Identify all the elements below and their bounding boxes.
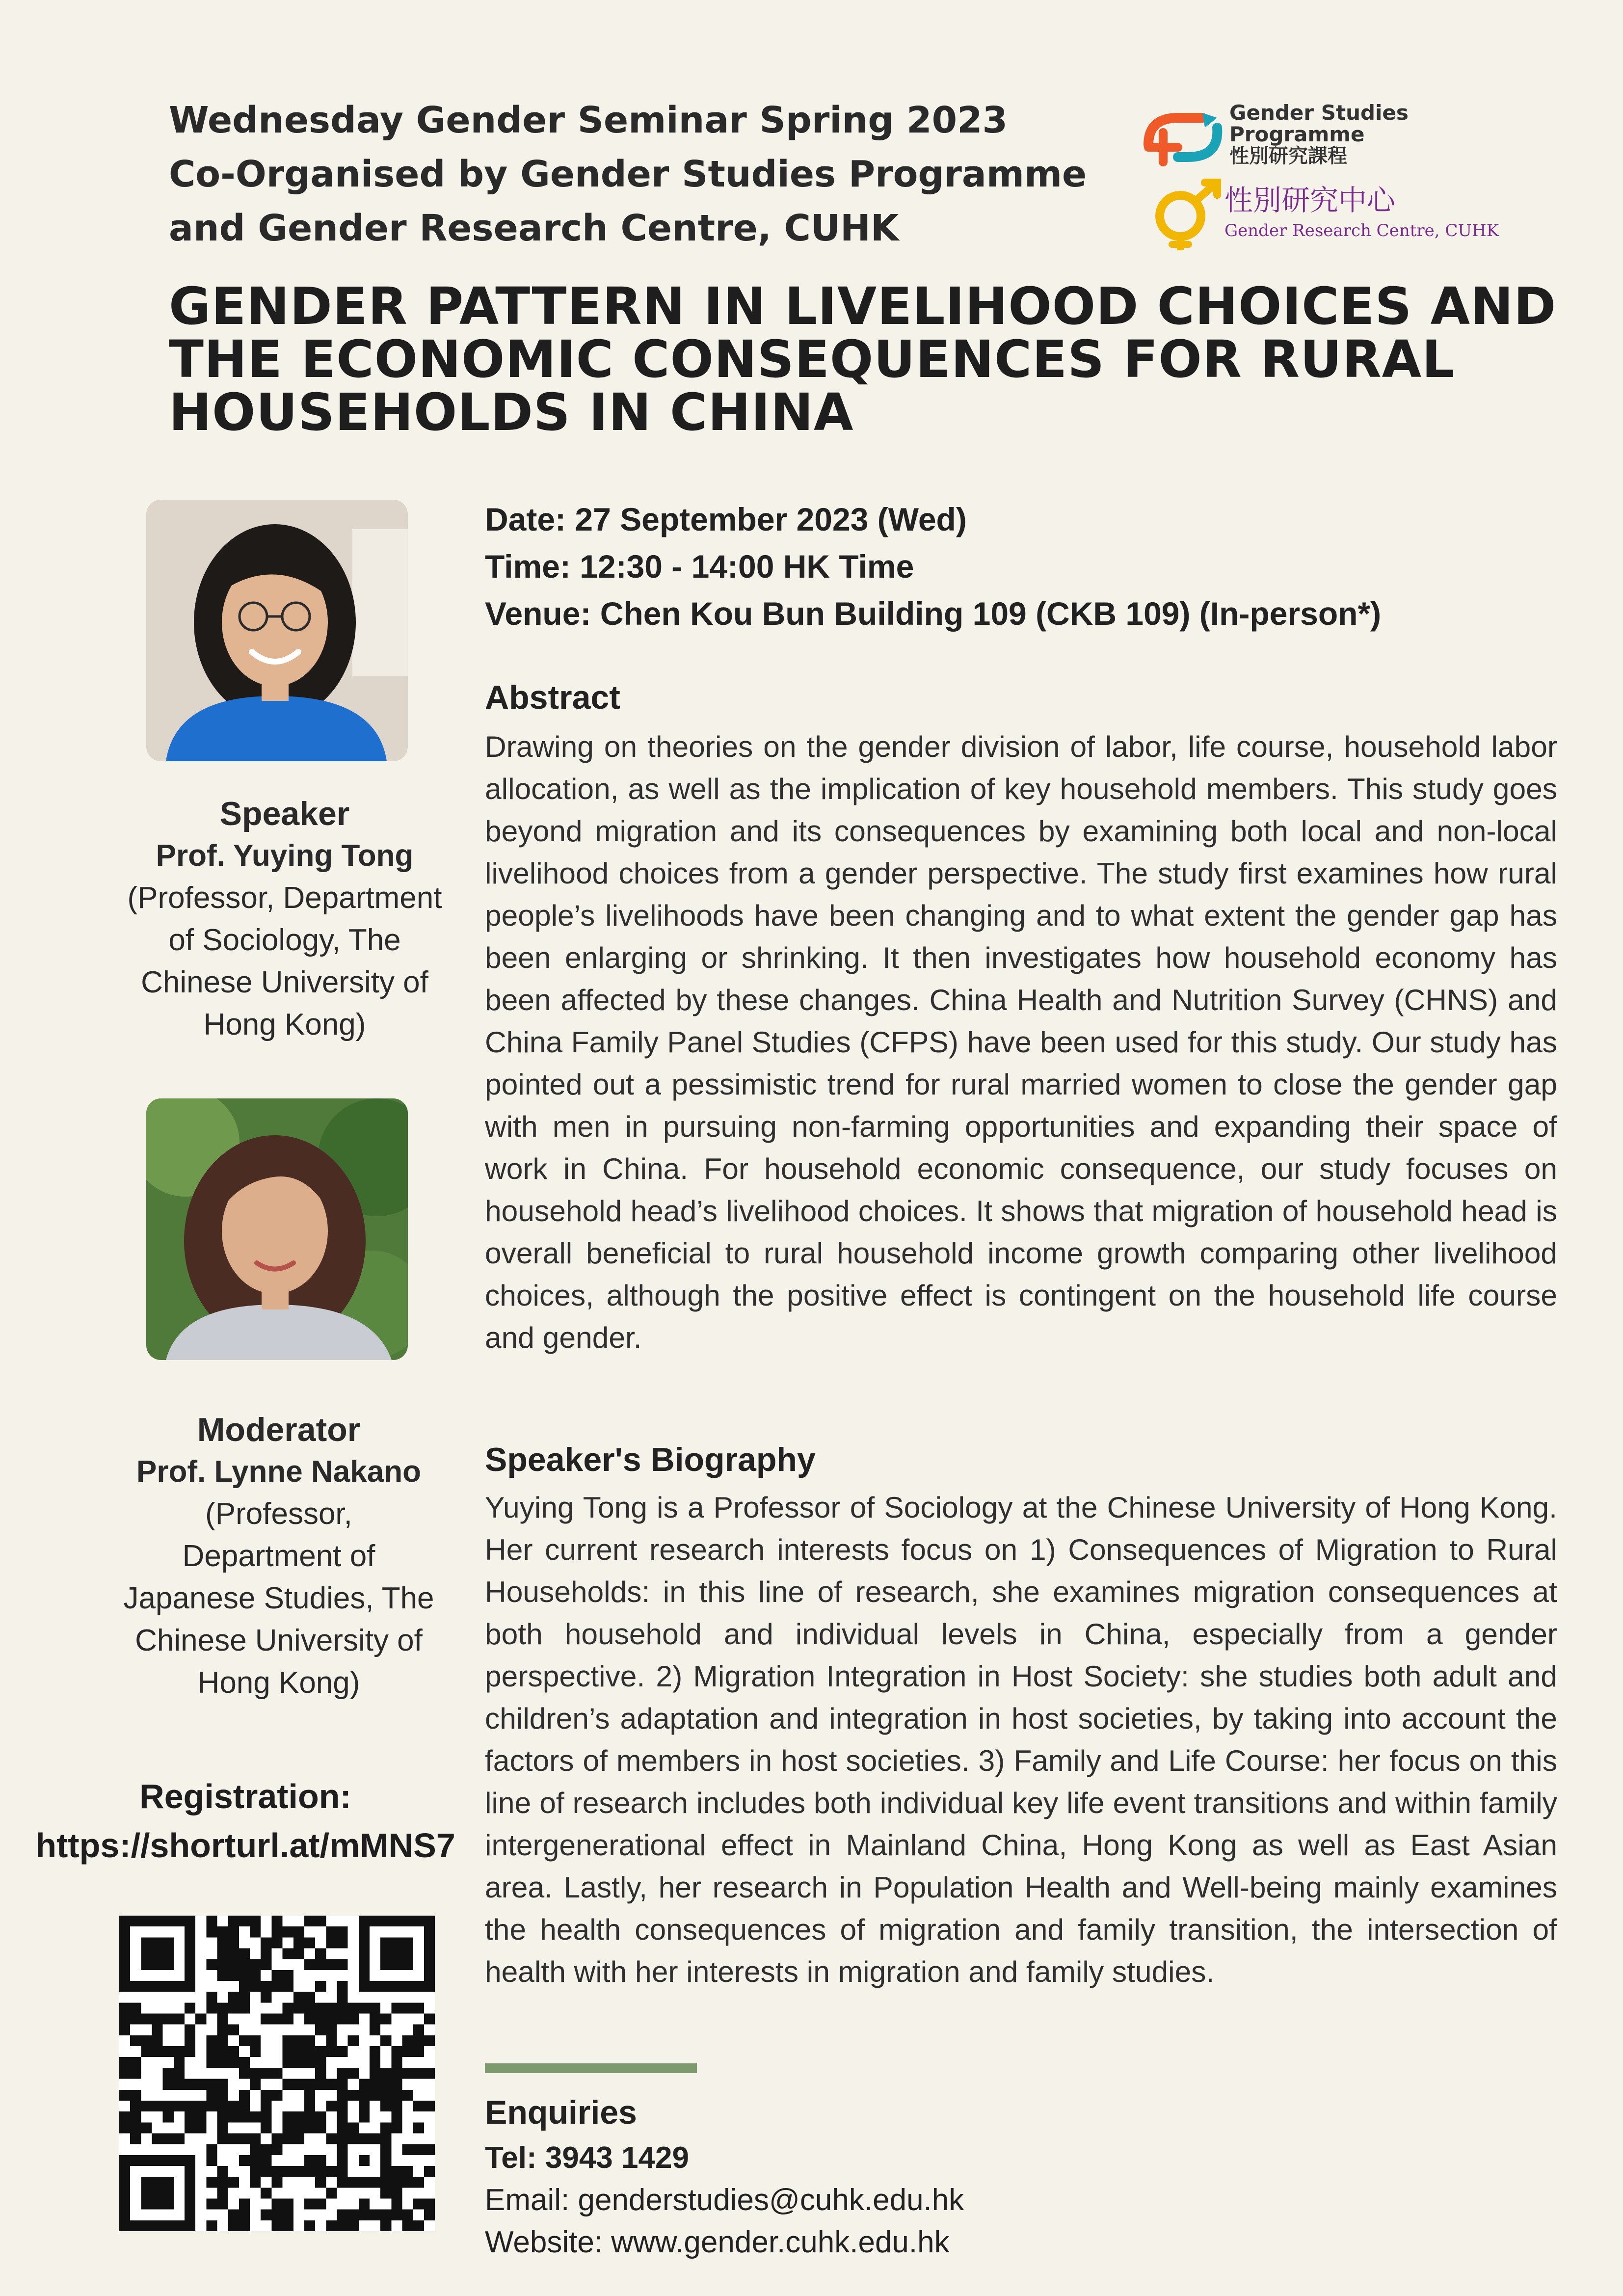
enquiries-website[interactable]: Website: www.gender.cuhk.edu.hk [485,2225,950,2259]
moderator-affiliation-3: Japanese Studies, The [123,1581,434,1615]
event-details [485,496,1555,637]
biography-text: Yuying Tong is a Professor of Sociology at the Chinese University of Hong Kong. Her current research interests focus on 1) Consequences of Migration to Rural Households: in this line of research, she examines migration consequences at both household and individual levels in China, especially from a gender perspective. 2) Migration Integration in Host Society: she studies both adult and children’s adaptation and integration in host societies, by taking into account the factors of members in host societies. 3) Family and Life Course: her focus on this line of research includes both individual key life event transitions and within family intergenerational effect in Mainland China, Hong Kong as well as East Asian area. Lastly, her research in Population Health and Well-being mainly examines the health consequences of migration and family transition, the intersection of health with her interests in migration and family studies. [485,1491,1557,1988]
speaker-affiliation-3: Chinese University of [141,965,428,999]
gsp-name-line-2: Programme [1229,122,1365,146]
speaker-affiliation-2: of Sociology, The [168,923,401,957]
abstract-text: Drawing on theories on the gender division of labor, life course, household labor allocation, as well as the implication of key household members. This study goes beyond migration and its consequences by examining both local and non-local livelihood choices from a gender perspective. The study first examines how rural people’s livelihoods have been changing and to what extent the gender gap has been enlarging or shrinking. It then investigates how household economy has been affected by these changes. China Health and Nutrition Survey (CHNS) and China Family Panel Studies (CFPS) have been used for this study. Our study has pointed out a pessimistic trend for rural married women to close the gender gap with men in pursuing non-farming opportunities and expanding their space of work in China. For household economic consequence, our study focuses on household head’s livelihood choices. It shows that migration of household head is overall beneficial to rural household income growth comparing other livelihood choices, although the positive effect is contingent on the household life course and gender. [485,730,1557,1354]
moderator-affiliation-2: Department of [182,1539,375,1573]
moderator-portrait-icon [146,1098,408,1360]
header-line-1: Wednesday Gender Seminar Spring 2023 [169,99,1008,141]
enquiries-block [485,2088,1368,2264]
title-line-2: THE ECONOMIC CONSEQUENCES FOR RURAL [169,329,1455,389]
title-line-1: GENDER PATTERN IN LIVELIHOOD CHOICES AND [169,276,1557,336]
speaker-role: Speaker [219,795,350,832]
abstract-heading: Abstract [485,679,620,716]
enquiries-divider [485,2063,697,2073]
seminar-header [169,93,1101,255]
gsp-chinese-name: 性別研究課程 [1229,145,1347,167]
speaker-portrait-icon [146,500,408,761]
header-line-2: Co-Organised by Gender Studies Programme [169,153,1087,195]
speaker-name: Prof. Yuying Tong [156,839,414,873]
registration-link[interactable]: https://shorturl.at/mMNS7 [35,1826,455,1865]
qr-code-icon [119,1916,435,2231]
registration-qr-code[interactable] [119,1916,435,2231]
gender-research-centre-logo [1144,177,1499,250]
moderator-affiliation-5: Hong Kong) [197,1666,360,1700]
moderator-affiliation-1: (Professor, [205,1497,352,1531]
grc-english-name: Gender Research Centre, CUHK [1224,221,1499,240]
moderator-photo [146,1098,408,1360]
enquiries-heading: Enquiries [485,2094,637,2131]
moderator-name: Prof. Lynne Nakano [136,1455,421,1489]
speaker-affiliation-4: Hong Kong) [203,1008,366,1041]
gsp-name-line-1: Gender Studies [1229,101,1409,125]
speaker-affiliation-1: (Professor, Department [127,881,442,915]
registration-label: Registration: [139,1777,351,1815]
grc-chinese-name: 性別研究中心 [1224,184,1396,217]
registration-block [0,1772,491,1870]
enquiries-email[interactable]: Email: genderstudies@cuhk.edu.hk [485,2183,964,2217]
moderator-info [112,1409,446,1704]
gsp-symbol-icon [1134,98,1232,172]
speaker-photo [146,500,408,761]
header-line-3: and Gender Research Centre, CUHK [169,207,899,249]
speaker-info [118,793,452,1046]
seminar-title [169,276,1582,442]
enquiries-tel: Tel: 3943 1429 [485,2141,689,2175]
event-time: Time: 12:30 - 14:00 HK Time [485,548,914,585]
gender-symbol-icon [1144,177,1227,250]
event-venue: Venue: Chen Kou Bun Building 109 (CKB 109) (In-person*) [485,595,1382,632]
biography-heading: Speaker's Biography [485,1441,816,1478]
gender-studies-programme-logo [1134,98,1409,172]
title-line-3: HOUSEHOLDS IN CHINA [169,382,854,442]
event-date: Date: 27 September 2023 (Wed) [485,501,967,537]
moderator-affiliation-4: Chinese University of [135,1624,423,1657]
moderator-role: Moderator [197,1411,361,1448]
